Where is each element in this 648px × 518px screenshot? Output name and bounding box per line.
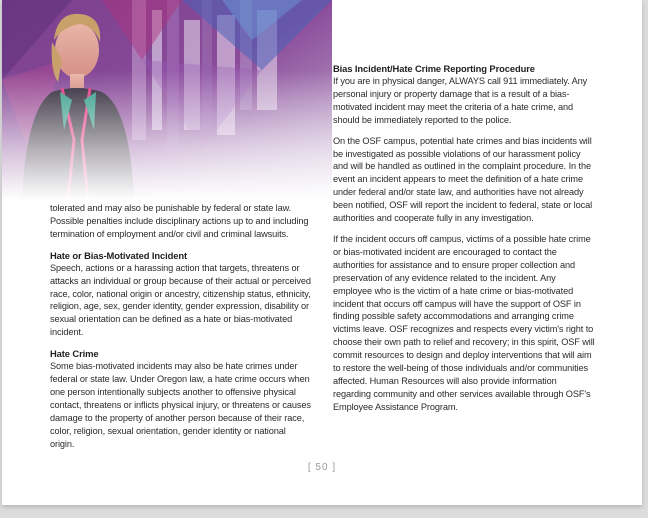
section-body-bias-incident: Speech, actions or a harassing action that targets, threatens or attacks an individual or group because of their actual or perceived race, color, national origin or ancestry, citizenship status, ethnicity, religion, age, sex, gender identity, gender expression, disability or sexual orientation can be defined as a hate or bias-motivated incident. — [50, 262, 311, 338]
header-photo — [2, 0, 332, 200]
left-column — [50, 202, 312, 459]
section-heading-reporting-procedure: Bias Incident/Hate Crime Reporting Procedure — [333, 63, 535, 74]
page-number: [ 50 ] — [307, 462, 337, 473]
procedure-paragraph-3: If the incident occurs off campus, victims of a possible hate crime or bias-motivated incident are encouraged to contact the authorities for assistance and to ensure proper collection and preservation of any evidence related to the incident. Any employee who is the victim of a hate crime or bias-motivated incident that occurs off campus will have the support of OSF in finding possible safety accommodations and arranging crime victims leave. OSF recognizes and respects every victim's right to choose their own path to relief and recovery; in this spirit, OSF will commit resources to design and deploy interventions that will aim to restore the well-being of those individuals and/or communities affected. Human Resources will also provide information regarding community and other services available through OSF's Employee Assistance Program. — [333, 233, 595, 412]
procedure-paragraph-2: On the OSF campus, potential hate crimes and bias incidents will be investigated as possible violations of our harassment policy and will be handled as outlined in the complaint procedure. In the event an incident appears to meet the definition of a hate crime under federal and/or state law, and authorities have not already been notified, OSF will report the incident to federal, state or local authorities and cooperate fully in any investigation. — [333, 135, 593, 224]
section-body-hate-crime: Some bias-motivated incidents may also be hate crimes under federal or state law. Under Oregon law, a hate crime occurs when one person intentionally subjects another to offensive physical contact, threatens or inflicts physical injury, or threatens or causes damage to the property of another person because of their race, color, religion, sexual orientation, gender identity or national origin. — [50, 361, 311, 449]
section-heading-bias-incident: Hate or Bias-Motivated Incident — [50, 249, 188, 261]
section-heading-hate-crime: Hate Crime — [50, 348, 99, 360]
procedure-paragraph-1: If you are in physical danger, ALWAYS call 911 immediately. Any personal injury or property damage that is a result of a bias-motivated incident may meet the criteria of a hate crime, and should be immediately reported to the police. — [333, 76, 588, 125]
continuation-paragraph: tolerated and may also be punishable by federal or state law. Possible penalties include disciplinary actions up to and including termination of employment and/or civil and criminal lawsuits. — [50, 203, 309, 239]
document-page — [2, 0, 642, 505]
right-column — [333, 62, 595, 422]
